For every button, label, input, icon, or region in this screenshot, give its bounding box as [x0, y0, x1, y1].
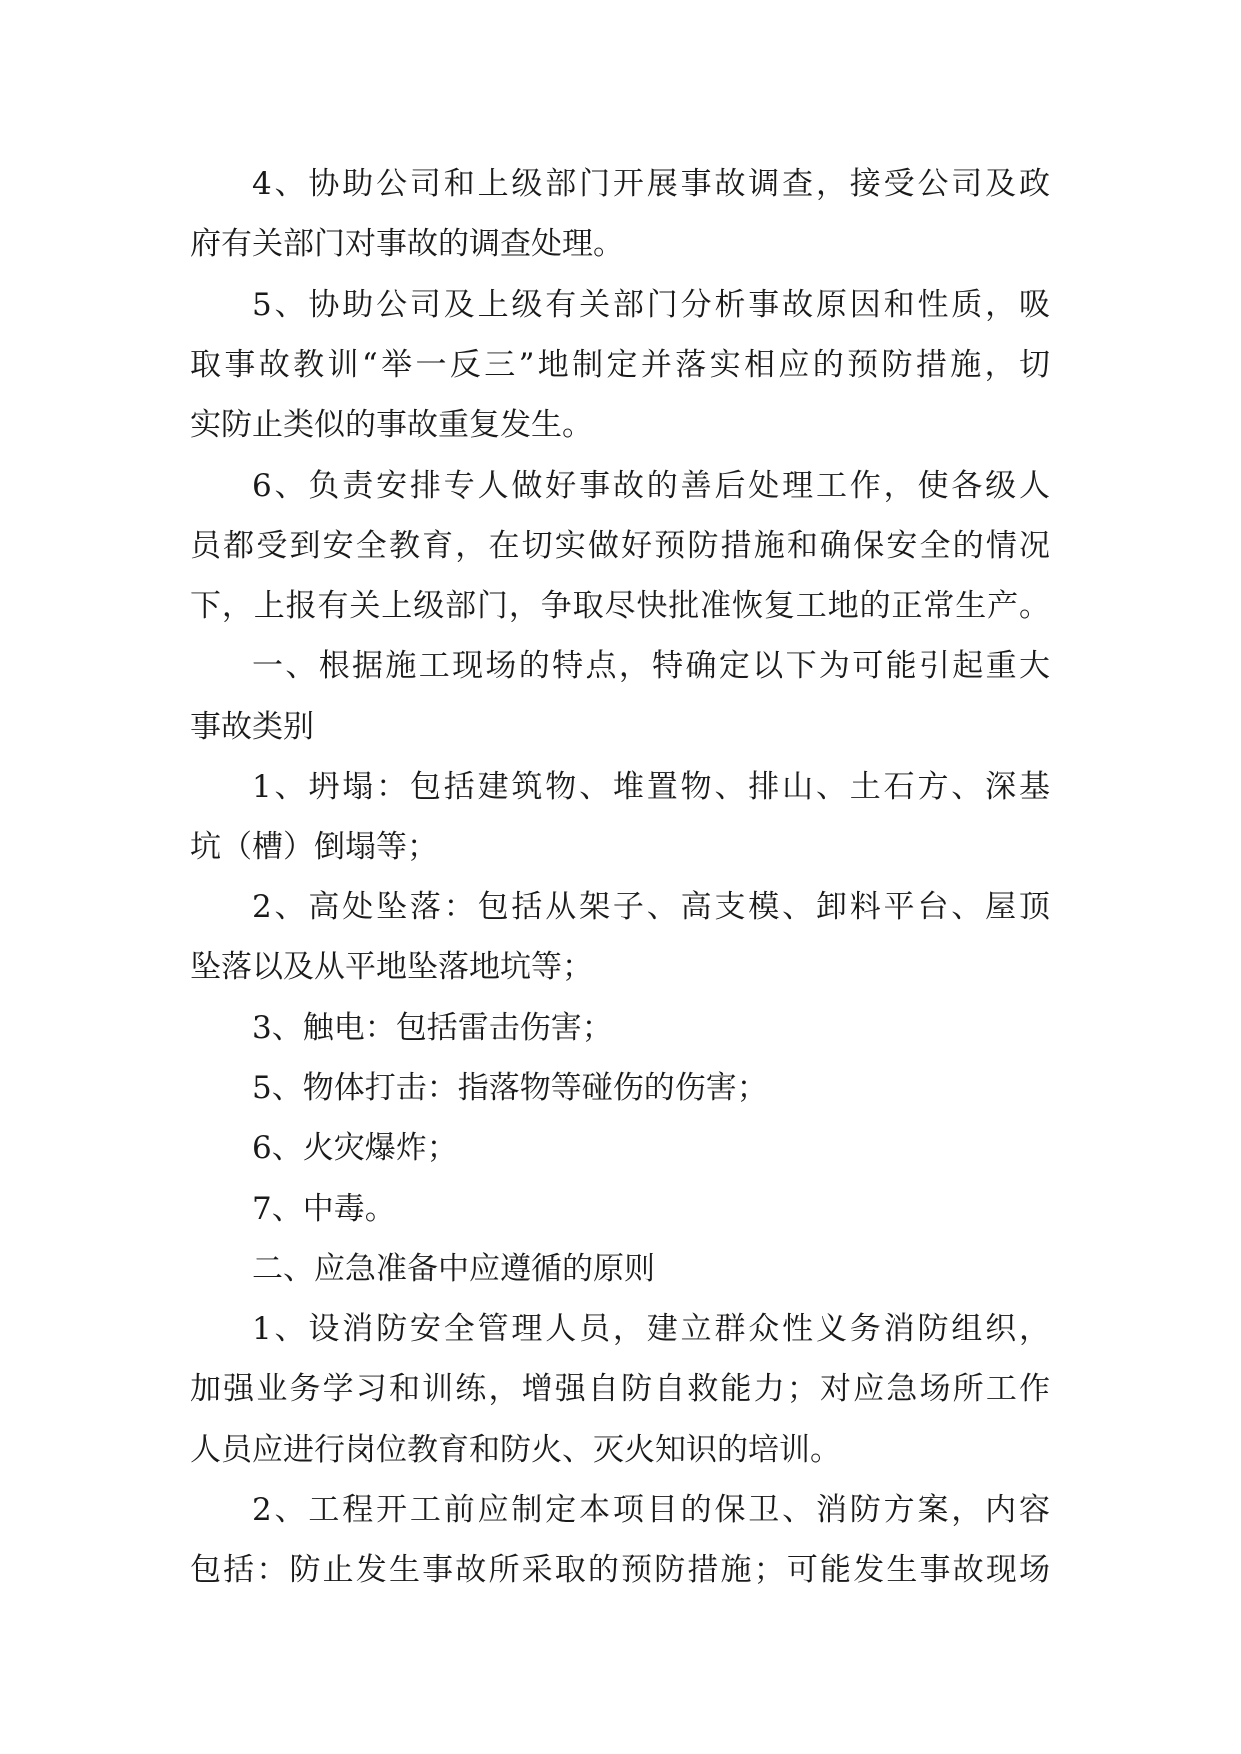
text-line: 取事故教训“举一反三”地制定并落实相应的预防措施，切 — [190, 347, 1050, 383]
text-line: 6、负责安排专人做好事故的善后处理工作，使各级人 — [252, 468, 1050, 504]
text-line: 6、火灾爆炸； — [252, 1130, 458, 1166]
text-line: 坠落以及从平地坠落地坑等； — [190, 949, 593, 985]
text-line: 人员应进行岗位教育和防火、灭火知识的培训。 — [190, 1432, 841, 1468]
text-line: 一、根据施工现场的特点，特确定以下为可能引起重大 — [252, 648, 1050, 684]
text-line: 1、设消防安全管理人员，建立群众性义务消防组织， — [252, 1311, 1050, 1347]
text-line: 4、协助公司和上级部门开展事故调查，接受公司及政 — [252, 166, 1050, 202]
text-line: 实防止类似的事故重复发生。 — [190, 407, 593, 443]
text-line: 2、工程开工前应制定本项目的保卫、消防方案，内容 — [252, 1492, 1050, 1528]
text-line: 1、坍塌：包括建筑物、堆置物、排山、土石方、深基 — [252, 769, 1050, 805]
text-line: 坑（槽）倒塌等； — [190, 829, 438, 865]
text-line: 7、中毒。 — [252, 1191, 396, 1227]
text-line: 员都受到安全教育，在切实做好预防措施和确保安全的情况 — [190, 528, 1050, 564]
text-line: 包括：防止发生事故所采取的预防措施；可能发生事故现场 — [190, 1552, 1050, 1588]
text-line: 二、应急准备中应遵循的原则 — [252, 1251, 655, 1287]
text-line: 5、物体打击：指落物等碰伤的伤害； — [252, 1070, 768, 1106]
text-line: 事故类别 — [190, 709, 314, 745]
text-line: 加强业务学习和训练，增强自防自救能力；对应急场所工作 — [190, 1371, 1050, 1407]
text-line: 2、高处坠落：包括从架子、高支模、卸料平台、屋顶 — [252, 889, 1050, 925]
text-line: 下，上报有关上级部门，争取尽快批准恢复工地的正常生产。 — [190, 588, 1050, 624]
text-line: 5、协助公司及上级有关部门分析事故原因和性质，吸 — [252, 287, 1050, 323]
text-line: 3、触电：包括雷击伤害； — [252, 1010, 613, 1046]
text-line: 府有关部门对事故的调查处理。 — [190, 226, 624, 262]
